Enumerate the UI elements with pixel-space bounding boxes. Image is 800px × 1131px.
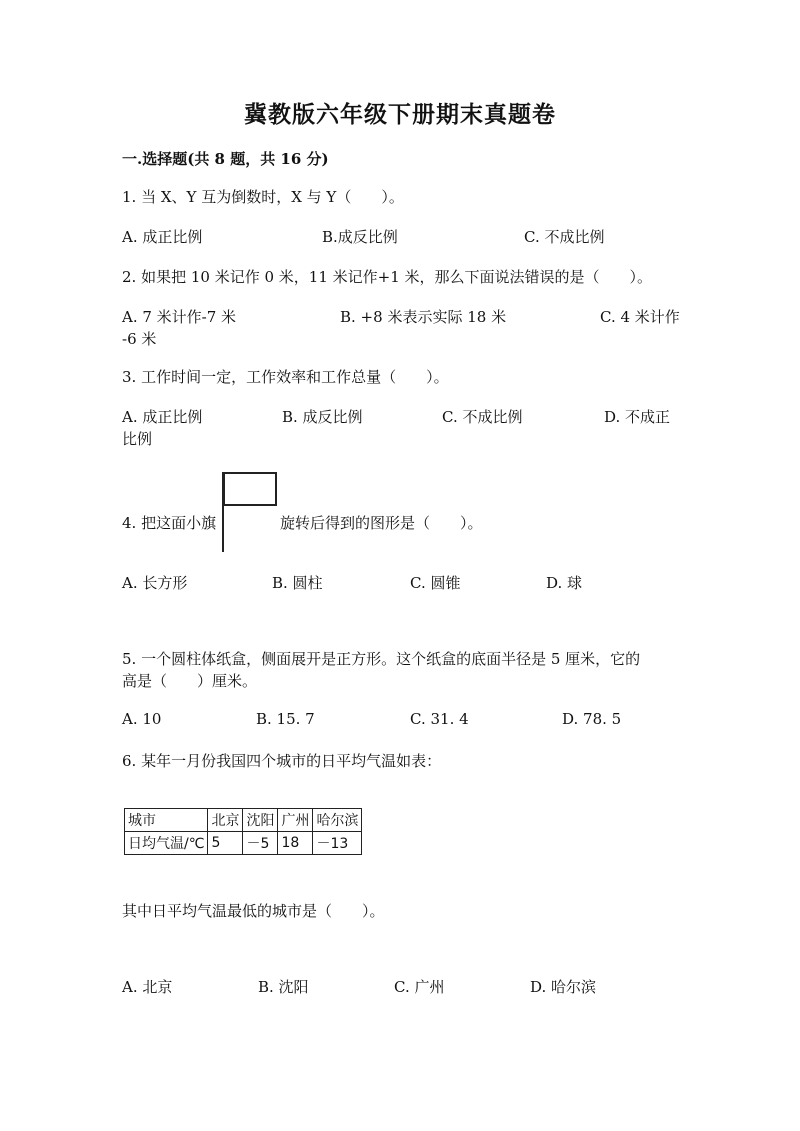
table-cell: 北京 — [208, 809, 243, 832]
q1-option-a[interactable]: A. 成正比例 — [122, 228, 203, 246]
question-4-text-after: 旋转后得到的图形是（ ）。 — [280, 514, 483, 532]
q3-option-d-wrap: 比例 — [122, 430, 153, 448]
section-heading: 一.选择题(共 8 题，共 16 分) — [122, 150, 329, 168]
table-cell: 城市 — [125, 809, 208, 832]
q6-option-a[interactable]: A. 北京 — [122, 978, 173, 996]
table-cell: 18 — [278, 832, 313, 855]
question-1-text: 1. 当 X、Y 互为倒数时，X 与 Y（ ）。 — [122, 188, 404, 206]
q2-option-a[interactable]: A. 7 米计作-7 米 — [122, 308, 237, 326]
question-3-text: 3. 工作时间一定，工作效率和工作总量（ ）。 — [122, 368, 449, 386]
question-5-line-2: 高是（ ）厘米。 — [122, 672, 258, 690]
q6-option-d[interactable]: D. 哈尔滨 — [530, 978, 597, 996]
q1-option-b[interactable]: B.成反比例 — [322, 228, 398, 246]
q3-option-a[interactable]: A. 成正比例 — [122, 408, 203, 426]
q4-option-b[interactable]: B. 圆柱 — [272, 574, 323, 592]
table-cell: －13 — [313, 832, 362, 855]
table-cell: －5 — [243, 832, 278, 855]
q1-option-c[interactable]: C. 不成比例 — [524, 228, 605, 246]
table-cell: 广州 — [278, 809, 313, 832]
question-2-text: 2. 如果把 10 米记作 0 米，11 米记作+1 米，那么下面说法错误的是（ ）。 — [122, 268, 653, 286]
q5-option-b[interactable]: B. 15. 7 — [256, 710, 315, 728]
q5-option-d[interactable]: D. 78. 5 — [562, 710, 622, 728]
table-cell: 日均气温/℃ — [125, 832, 208, 855]
question-4-text-before: 4. 把这面小旗 — [122, 514, 217, 532]
q6-option-b[interactable]: B. 沈阳 — [258, 978, 309, 996]
flag-cloth — [223, 472, 277, 506]
q2-option-b[interactable]: B. +8 米表示实际 18 米 — [340, 308, 507, 326]
table-cell: 5 — [208, 832, 243, 855]
q3-option-d[interactable]: D. 不成正 — [604, 408, 671, 426]
question-4 — [122, 466, 682, 556]
q2-option-c[interactable]: C. 4 米计作 — [600, 308, 680, 326]
q3-option-b[interactable]: B. 成反比例 — [282, 408, 363, 426]
question-5-line-1: 5. 一个圆柱体纸盒，侧面展开是正方形。这个纸盒的底面半径是 5 厘米，它的 — [122, 650, 641, 668]
table-cell: 哈尔滨 — [313, 809, 362, 832]
q3-option-c[interactable]: C. 不成比例 — [442, 408, 523, 426]
table-row — [125, 832, 362, 855]
question-6-question: 其中日平均气温最低的城市是（ ）。 — [122, 902, 385, 920]
question-6-text: 6. 某年一月份我国四个城市的日平均气温如表： — [122, 752, 442, 770]
page-title: 冀教版六年级下册期末真题卷 — [244, 101, 556, 128]
q4-option-c[interactable]: C. 圆锥 — [410, 574, 461, 592]
q4-option-d[interactable]: D. 球 — [546, 574, 583, 592]
table-cell: 沈阳 — [243, 809, 278, 832]
q6-option-c[interactable]: C. 广州 — [394, 978, 445, 996]
temperature-table — [124, 808, 362, 855]
q5-option-a[interactable]: A. 10 — [122, 710, 162, 728]
q4-option-a[interactable]: A. 长方形 — [122, 574, 188, 592]
table-header-row — [125, 809, 362, 832]
q2-option-c-wrap: -6 米 — [122, 330, 157, 348]
q5-option-c[interactable]: C. 31. 4 — [410, 710, 469, 728]
